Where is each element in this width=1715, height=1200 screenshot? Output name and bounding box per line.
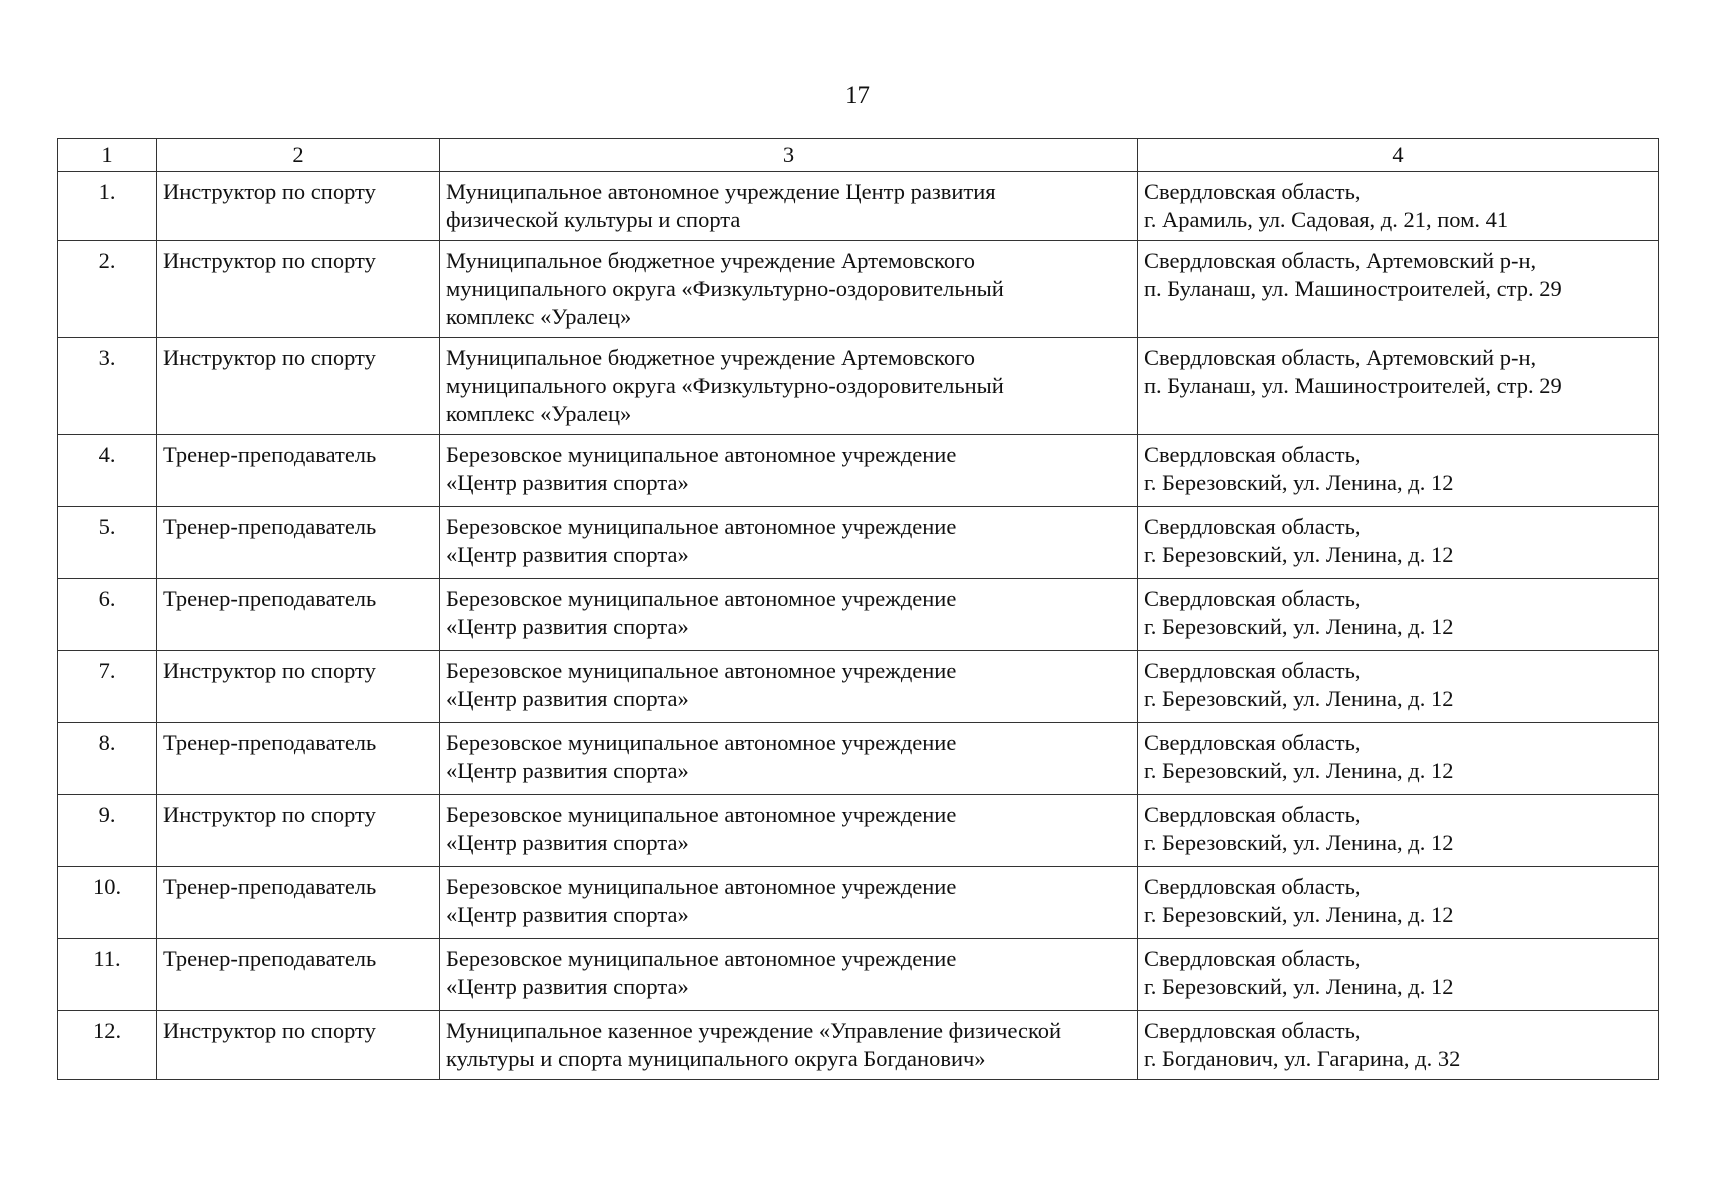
row-number: 10.	[58, 867, 157, 939]
organization-cell	[440, 723, 1138, 795]
organization-line: Березовское муниципальное автономное учреждение	[446, 946, 957, 971]
address-line: Свердловская область,	[1144, 586, 1361, 611]
address-cell	[1138, 1011, 1659, 1080]
address-line: г. Березовский, ул. Ленина, д. 12	[1144, 758, 1454, 783]
address-line: Свердловская область,	[1144, 946, 1361, 971]
address-cell	[1138, 795, 1659, 867]
address-line: г. Березовский, ул. Ленина, д. 12	[1144, 614, 1454, 639]
row-number: 9.	[58, 795, 157, 867]
header-col-1: 1	[58, 139, 157, 172]
organization-cell	[440, 651, 1138, 723]
organization-line: Муниципальное бюджетное учреждение Артемовского	[446, 248, 975, 273]
address-line: г. Березовский, ул. Ленина, д. 12	[1144, 830, 1454, 855]
address-cell	[1138, 867, 1659, 939]
organization-cell	[440, 1011, 1138, 1080]
address-line: Свердловская область, Артемовский р-н,	[1144, 345, 1537, 370]
page-number: 17	[845, 82, 870, 109]
organization-line: Березовское муниципальное автономное учреждение	[446, 802, 957, 827]
address-cell	[1138, 723, 1659, 795]
row-number: 12.	[58, 1011, 157, 1080]
address-cell	[1138, 435, 1659, 507]
organization-line: «Центр развития спорта»	[446, 686, 689, 711]
header-col-2: 2	[157, 139, 440, 172]
organization-line: физической культуры и спорта	[446, 207, 741, 232]
position-cell: Инструктор по спорту	[157, 1011, 440, 1080]
address-line: г. Березовский, ул. Ленина, д. 12	[1144, 470, 1454, 495]
table-row	[58, 795, 1659, 867]
address-line: Свердловская область,	[1144, 874, 1361, 899]
position-cell: Инструктор по спорту	[157, 338, 440, 435]
table-body	[58, 172, 1659, 1080]
table-row	[58, 241, 1659, 338]
position-cell: Тренер-преподаватель	[157, 579, 440, 651]
organization-cell	[440, 579, 1138, 651]
header-col-4: 4	[1138, 139, 1659, 172]
organization-line: культуры и спорта муниципального округа Богданович»	[446, 1046, 986, 1071]
organization-line: «Центр развития спорта»	[446, 830, 689, 855]
organization-cell	[440, 795, 1138, 867]
address-cell	[1138, 172, 1659, 241]
table-row	[58, 172, 1659, 241]
organization-line: «Центр развития спорта»	[446, 542, 689, 567]
organization-cell	[440, 507, 1138, 579]
address-cell	[1138, 939, 1659, 1011]
positions-table	[57, 138, 1659, 1080]
address-line: г. Березовский, ул. Ленина, д. 12	[1144, 902, 1454, 927]
position-cell: Тренер-преподаватель	[157, 867, 440, 939]
address-cell	[1138, 338, 1659, 435]
table-row	[58, 723, 1659, 795]
address-line: Свердловская область,	[1144, 802, 1361, 827]
address-line: г. Березовский, ул. Ленина, д. 12	[1144, 686, 1454, 711]
organization-line: «Центр развития спорта»	[446, 902, 689, 927]
organization-line: Березовское муниципальное автономное учреждение	[446, 874, 957, 899]
table-row	[58, 867, 1659, 939]
address-line: г. Березовский, ул. Ленина, д. 12	[1144, 542, 1454, 567]
row-number: 2.	[58, 241, 157, 338]
position-cell: Тренер-преподаватель	[157, 723, 440, 795]
organization-cell	[440, 338, 1138, 435]
header-col-3: 3	[440, 139, 1138, 172]
position-cell: Инструктор по спорту	[157, 795, 440, 867]
organization-line: Муниципальное бюджетное учреждение Артемовского	[446, 345, 975, 370]
row-number: 8.	[58, 723, 157, 795]
address-line: г. Березовский, ул. Ленина, д. 12	[1144, 974, 1454, 999]
organization-cell	[440, 435, 1138, 507]
position-cell: Тренер-преподаватель	[157, 939, 440, 1011]
address-line: г. Арамиль, ул. Садовая, д. 21, пом. 41	[1144, 207, 1509, 232]
header-row	[58, 139, 1659, 172]
organization-line: Муниципальное казенное учреждение «Управление физической	[446, 1018, 1062, 1043]
row-number: 6.	[58, 579, 157, 651]
table-row	[58, 338, 1659, 435]
row-number: 7.	[58, 651, 157, 723]
organization-line: комплекс «Уралец»	[446, 304, 632, 329]
address-line: Свердловская область,	[1144, 442, 1361, 467]
row-number: 1.	[58, 172, 157, 241]
address-line: Свердловская область,	[1144, 514, 1361, 539]
organization-line: Березовское муниципальное автономное учреждение	[446, 586, 957, 611]
organization-line: Березовское муниципальное автономное учреждение	[446, 730, 957, 755]
organization-line: муниципального округа «Физкультурно-оздоровительный	[446, 373, 1004, 398]
organization-line: Муниципальное автономное учреждение Центр развития	[446, 179, 996, 204]
address-line: п. Буланаш, ул. Машиностроителей, стр. 29	[1144, 276, 1562, 301]
table-row	[58, 651, 1659, 723]
position-cell: Тренер-преподаватель	[157, 435, 440, 507]
address-line: г. Богданович, ул. Гагарина, д. 32	[1144, 1046, 1461, 1071]
organization-cell	[440, 867, 1138, 939]
row-number: 4.	[58, 435, 157, 507]
row-number: 5.	[58, 507, 157, 579]
organization-line: Березовское муниципальное автономное учреждение	[446, 658, 957, 683]
organization-cell	[440, 241, 1138, 338]
table-row	[58, 1011, 1659, 1080]
organization-line: комплекс «Уралец»	[446, 401, 632, 426]
organization-line: «Центр развития спорта»	[446, 470, 689, 495]
address-cell	[1138, 651, 1659, 723]
organization-line: «Центр развития спорта»	[446, 614, 689, 639]
table-row	[58, 939, 1659, 1011]
organization-line: Березовское муниципальное автономное учреждение	[446, 514, 957, 539]
row-number: 3.	[58, 338, 157, 435]
organization-line: «Центр развития спорта»	[446, 974, 689, 999]
address-line: Свердловская область,	[1144, 1018, 1361, 1043]
address-cell	[1138, 579, 1659, 651]
address-line: Свердловская область,	[1144, 658, 1361, 683]
organization-line: «Центр развития спорта»	[446, 758, 689, 783]
address-line: п. Буланаш, ул. Машиностроителей, стр. 29	[1144, 373, 1562, 398]
address-line: Свердловская область, Артемовский р-н,	[1144, 248, 1537, 273]
organization-line: Березовское муниципальное автономное учреждение	[446, 442, 957, 467]
organization-cell	[440, 939, 1138, 1011]
position-cell: Инструктор по спорту	[157, 172, 440, 241]
table-header	[58, 139, 1659, 172]
table-row	[58, 435, 1659, 507]
position-cell: Тренер-преподаватель	[157, 507, 440, 579]
table-row	[58, 507, 1659, 579]
position-cell: Инструктор по спорту	[157, 651, 440, 723]
position-cell: Инструктор по спорту	[157, 241, 440, 338]
address-line: Свердловская область,	[1144, 730, 1361, 755]
address-cell	[1138, 507, 1659, 579]
address-line: Свердловская область,	[1144, 179, 1361, 204]
organization-line: муниципального округа «Физкультурно-оздоровительный	[446, 276, 1004, 301]
organization-cell	[440, 172, 1138, 241]
table-row	[58, 579, 1659, 651]
row-number: 11.	[58, 939, 157, 1011]
address-cell	[1138, 241, 1659, 338]
